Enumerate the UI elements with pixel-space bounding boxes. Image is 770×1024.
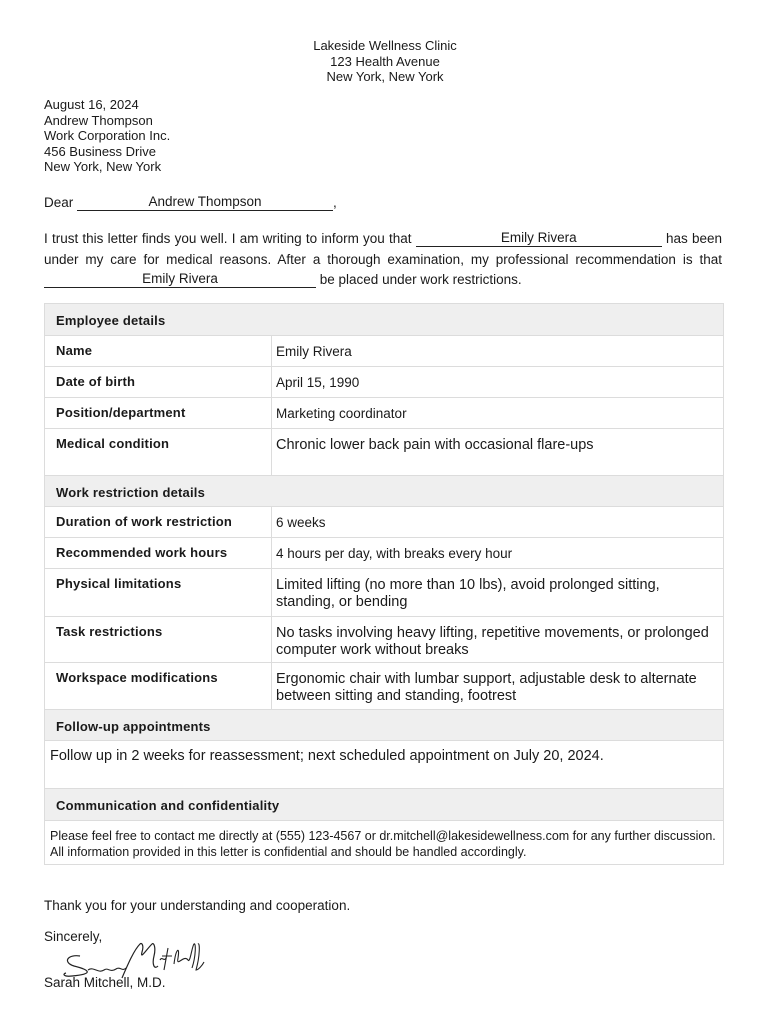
table-row bbox=[45, 538, 724, 569]
table-row bbox=[45, 569, 724, 617]
row-label: Physical limitations bbox=[45, 569, 272, 617]
intro-part1: I trust this letter finds you well. I am writing to inform you that bbox=[44, 231, 412, 246]
intro-part3: be placed under work restrictions. bbox=[319, 272, 522, 287]
letter-date: August 16, 2024 bbox=[44, 97, 139, 112]
row-label: Task restrictions bbox=[45, 617, 272, 663]
patient-name-field-2[interactable] bbox=[44, 272, 316, 288]
clinic-city: New York, New York bbox=[326, 69, 444, 84]
patient-name-field-1[interactable] bbox=[416, 231, 662, 247]
row-label: Name bbox=[45, 336, 272, 367]
clinic-street: 123 Health Avenue bbox=[330, 53, 440, 69]
row-label: Medical condition bbox=[45, 429, 272, 476]
row-value: April 15, 1990 bbox=[272, 367, 724, 398]
salutation-name-field[interactable] bbox=[77, 196, 333, 211]
row-value: Marketing coordinator bbox=[272, 398, 724, 429]
table-row bbox=[45, 367, 724, 398]
intro-patient2: Emily Rivera bbox=[142, 271, 218, 286]
clinic-header bbox=[0, 38, 770, 85]
intro-paragraph bbox=[44, 229, 722, 291]
followup-text: Follow up in 2 weeks for reassessment; next scheduled appointment on July 20, 2024. bbox=[45, 741, 724, 789]
table-row bbox=[45, 336, 724, 367]
row-label: Position/department bbox=[45, 398, 272, 429]
recipient-company: Work Corporation Inc. bbox=[44, 128, 171, 143]
row-value: Limited lifting (no more than 10 lbs), avoid prolonged sitting, standing, or bending bbox=[272, 569, 724, 617]
row-label: Duration of work restriction bbox=[45, 507, 272, 538]
table-row bbox=[45, 617, 724, 663]
signer-name: Sarah Mitchell, M.D. bbox=[44, 975, 166, 990]
intro-patient1: Emily Rivera bbox=[500, 230, 577, 245]
row-value: Emily Rivera bbox=[272, 336, 724, 367]
table-row bbox=[45, 663, 724, 710]
recipient-street: 456 Business Drive bbox=[44, 143, 156, 159]
communication-text: Please feel free to contact me directly at (555) 123-4567 or dr.mitchell@lakesidewellness.com for any further discussion. All information provided in this letter is confidential and should be handled accordingly. bbox=[45, 821, 724, 865]
recipient-name: Andrew Thompson bbox=[44, 112, 153, 128]
employee-details-heading: Employee details bbox=[45, 304, 724, 336]
intro-part2: has been under my care for medical reasons. After a thorough examination, my professional recommendation is that bbox=[44, 231, 722, 267]
restriction-details-heading: Work restriction details bbox=[45, 476, 724, 507]
salutation-suffix: , bbox=[333, 195, 337, 210]
row-value: 6 weeks bbox=[272, 507, 724, 538]
clinic-name: Lakeside Wellness Clinic bbox=[313, 38, 457, 53]
salutation-name: Andrew Thompson bbox=[148, 194, 262, 209]
table-row bbox=[45, 398, 724, 429]
row-value: Chronic lower back pain with occasional flare-ups bbox=[272, 429, 724, 476]
salutation bbox=[44, 195, 337, 211]
closing-thanks: Thank you for your understanding and cooperation. bbox=[44, 898, 351, 913]
recipient-address bbox=[44, 97, 170, 175]
row-label: Date of birth bbox=[45, 367, 272, 398]
closing-sincerely: Sincerely, bbox=[44, 929, 103, 944]
followup-heading: Follow-up appointments bbox=[45, 710, 724, 741]
salutation-prefix: Dear bbox=[44, 195, 74, 210]
table-row bbox=[45, 429, 724, 476]
row-label: Workspace modifications bbox=[45, 663, 272, 710]
row-value: No tasks involving heavy lifting, repetitive movements, or prolonged computer work without breaks bbox=[272, 617, 724, 663]
row-value: Ergonomic chair with lumbar support, adjustable desk to alternate between sitting and standing, footrest bbox=[272, 663, 724, 710]
row-value: 4 hours per day, with breaks every hour bbox=[272, 538, 724, 569]
details-table bbox=[44, 303, 724, 865]
recipient-city: New York, New York bbox=[44, 159, 162, 174]
communication-heading: Communication and confidentiality bbox=[45, 789, 724, 821]
row-label: Recommended work hours bbox=[45, 538, 272, 569]
table-row bbox=[45, 507, 724, 538]
